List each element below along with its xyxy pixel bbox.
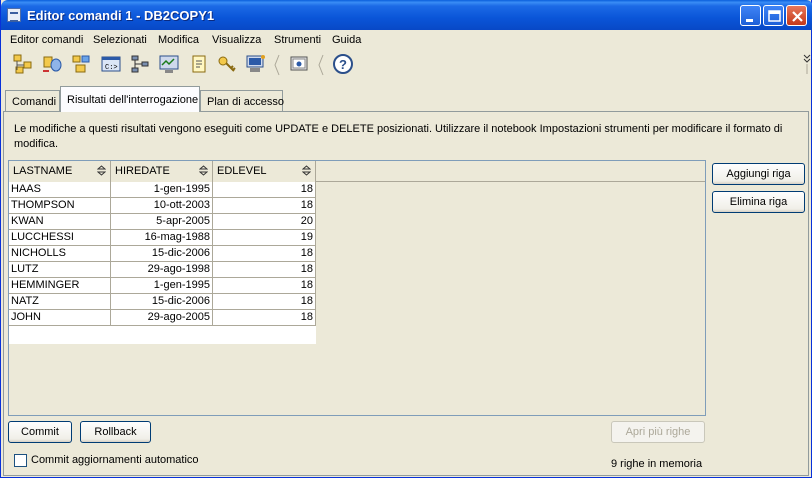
help-icon[interactable] xyxy=(332,53,354,75)
table-row[interactable] xyxy=(9,246,316,262)
table-cell[interactable]: 18 xyxy=(213,310,316,326)
auto-commit-checkbox[interactable] xyxy=(14,454,27,467)
table-row[interactable] xyxy=(9,294,316,310)
window-title: Editor comandi 1 - DB2COPY1 xyxy=(27,8,215,23)
minimize-button[interactable] xyxy=(740,5,761,26)
menu-guida[interactable]: Guida xyxy=(332,34,362,46)
replication-icon[interactable] xyxy=(70,53,92,75)
table-cell[interactable]: 18 xyxy=(213,262,316,278)
monitor-icon[interactable] xyxy=(158,53,180,75)
table-row[interactable] xyxy=(9,214,316,230)
table-cell[interactable]: NATZ xyxy=(9,294,111,310)
table-cell[interactable]: 18 xyxy=(213,294,316,310)
menu-bar xyxy=(2,30,812,50)
menu-visualizza[interactable]: Visualizza xyxy=(212,34,262,46)
table-cell[interactable]: 29-ago-2005 xyxy=(111,310,213,326)
svg-text:C:>: C:> xyxy=(105,64,118,72)
menu-selezionati[interactable]: Selezionati xyxy=(93,34,147,46)
rollback-button[interactable]: Rollback xyxy=(80,421,151,443)
rows-in-memory-status: 9 righe in memoria xyxy=(611,458,703,470)
table-cell[interactable]: 18 xyxy=(213,182,316,198)
commit-button[interactable]: Commit xyxy=(8,421,72,443)
auto-commit-label: Commit aggiornamenti automatico xyxy=(31,454,199,466)
sort-icon xyxy=(199,165,208,176)
table-cell[interactable]: HAAS xyxy=(9,182,111,198)
tab-comandi[interactable]: Comandi xyxy=(5,90,60,112)
table-cell[interactable]: LUTZ xyxy=(9,262,111,278)
fetch-more-rows-button[interactable]: Apri più righe xyxy=(611,421,705,443)
app-icon xyxy=(7,8,21,22)
add-row-button[interactable]: Aggiungi riga xyxy=(712,163,805,185)
table-cell[interactable]: 1-gen-1995 xyxy=(111,182,213,198)
toolbar-overflow-chevron-icon[interactable] xyxy=(802,52,812,76)
delete-row-button[interactable]: Elimina riga xyxy=(712,191,805,213)
toolbar-separator xyxy=(274,54,280,76)
table-row[interactable] xyxy=(9,198,316,214)
table-cell[interactable]: HEMMINGER xyxy=(9,278,111,294)
license-icon[interactable] xyxy=(216,53,238,75)
table-cell[interactable]: THOMPSON xyxy=(9,198,111,214)
table-cell[interactable]: 15-dic-2006 xyxy=(111,294,213,310)
table-cell[interactable]: 15-dic-2006 xyxy=(111,246,213,262)
table-cell[interactable]: JOHN xyxy=(9,310,111,326)
table-cell[interactable]: 19 xyxy=(213,230,316,246)
table-cell[interactable]: 18 xyxy=(213,246,316,262)
command-window-icon[interactable] xyxy=(100,53,122,75)
table-cell[interactable]: 16-mag-1988 xyxy=(111,230,213,246)
tab-strip xyxy=(3,84,809,112)
title-bar[interactable] xyxy=(1,0,812,30)
table-row[interactable] xyxy=(9,310,316,326)
journal-icon[interactable] xyxy=(188,53,210,75)
table-row[interactable] xyxy=(9,230,316,246)
column-header-lastname[interactable] xyxy=(9,161,111,182)
grid-header xyxy=(9,161,705,182)
toolbar xyxy=(2,50,812,80)
tab-risultati-interrogazione[interactable]: Risultati dell'interrogazione xyxy=(60,86,200,112)
menu-modifica[interactable]: Modifica xyxy=(158,34,199,46)
table-cell[interactable]: 29-ago-1998 xyxy=(111,262,213,278)
network-icon[interactable] xyxy=(129,53,151,75)
toolbar-separator xyxy=(318,54,324,76)
sort-icon xyxy=(302,165,311,176)
svg-text:?: ? xyxy=(339,57,347,72)
grid-body xyxy=(9,182,316,344)
table-cell[interactable]: 1-gen-1995 xyxy=(111,278,213,294)
table-cell[interactable]: 10-ott-2003 xyxy=(111,198,213,214)
table-cell[interactable]: KWAN xyxy=(9,214,111,230)
table-row[interactable] xyxy=(9,182,316,198)
menu-strumenti[interactable]: Strumenti xyxy=(274,34,322,46)
table-cell[interactable]: 18 xyxy=(213,198,316,214)
table-row[interactable] xyxy=(9,262,316,278)
info-message: Le modifiche a questi risultati vengono eseguiti come UPDATE e DELETE posizionati. Utilizzare il notebook Impostazioni strumenti per modificare il formato di modifica. xyxy=(14,123,783,150)
column-header-label: LASTNAME xyxy=(13,165,73,177)
table-row[interactable] xyxy=(9,278,316,294)
tab-plan-di-accesso[interactable]: Plan di accesso xyxy=(200,90,283,112)
results-grid[interactable] xyxy=(8,160,706,416)
column-header-label: EDLEVEL xyxy=(217,165,267,177)
console-icon[interactable] xyxy=(244,53,266,75)
object-manager-icon[interactable] xyxy=(41,53,63,75)
sort-icon xyxy=(97,165,106,176)
table-cell[interactable]: 20 xyxy=(213,214,316,230)
table-cell[interactable]: 5-apr-2005 xyxy=(111,214,213,230)
column-header-label: HIREDATE xyxy=(115,165,170,177)
close-button[interactable] xyxy=(786,5,807,26)
results-panel xyxy=(3,111,809,476)
table-cell[interactable]: LUCCHESSI xyxy=(9,230,111,246)
column-header-edlevel[interactable] xyxy=(213,161,316,182)
table-cell[interactable]: NICHOLLS xyxy=(9,246,111,262)
maximize-button[interactable] xyxy=(763,5,784,26)
task-center-icon[interactable] xyxy=(288,53,310,75)
table-cell[interactable]: 18 xyxy=(213,278,316,294)
tree-view-icon[interactable] xyxy=(12,53,34,75)
column-header-hiredate[interactable] xyxy=(111,161,213,182)
menu-editor-comandi[interactable]: Editor comandi xyxy=(10,34,84,46)
